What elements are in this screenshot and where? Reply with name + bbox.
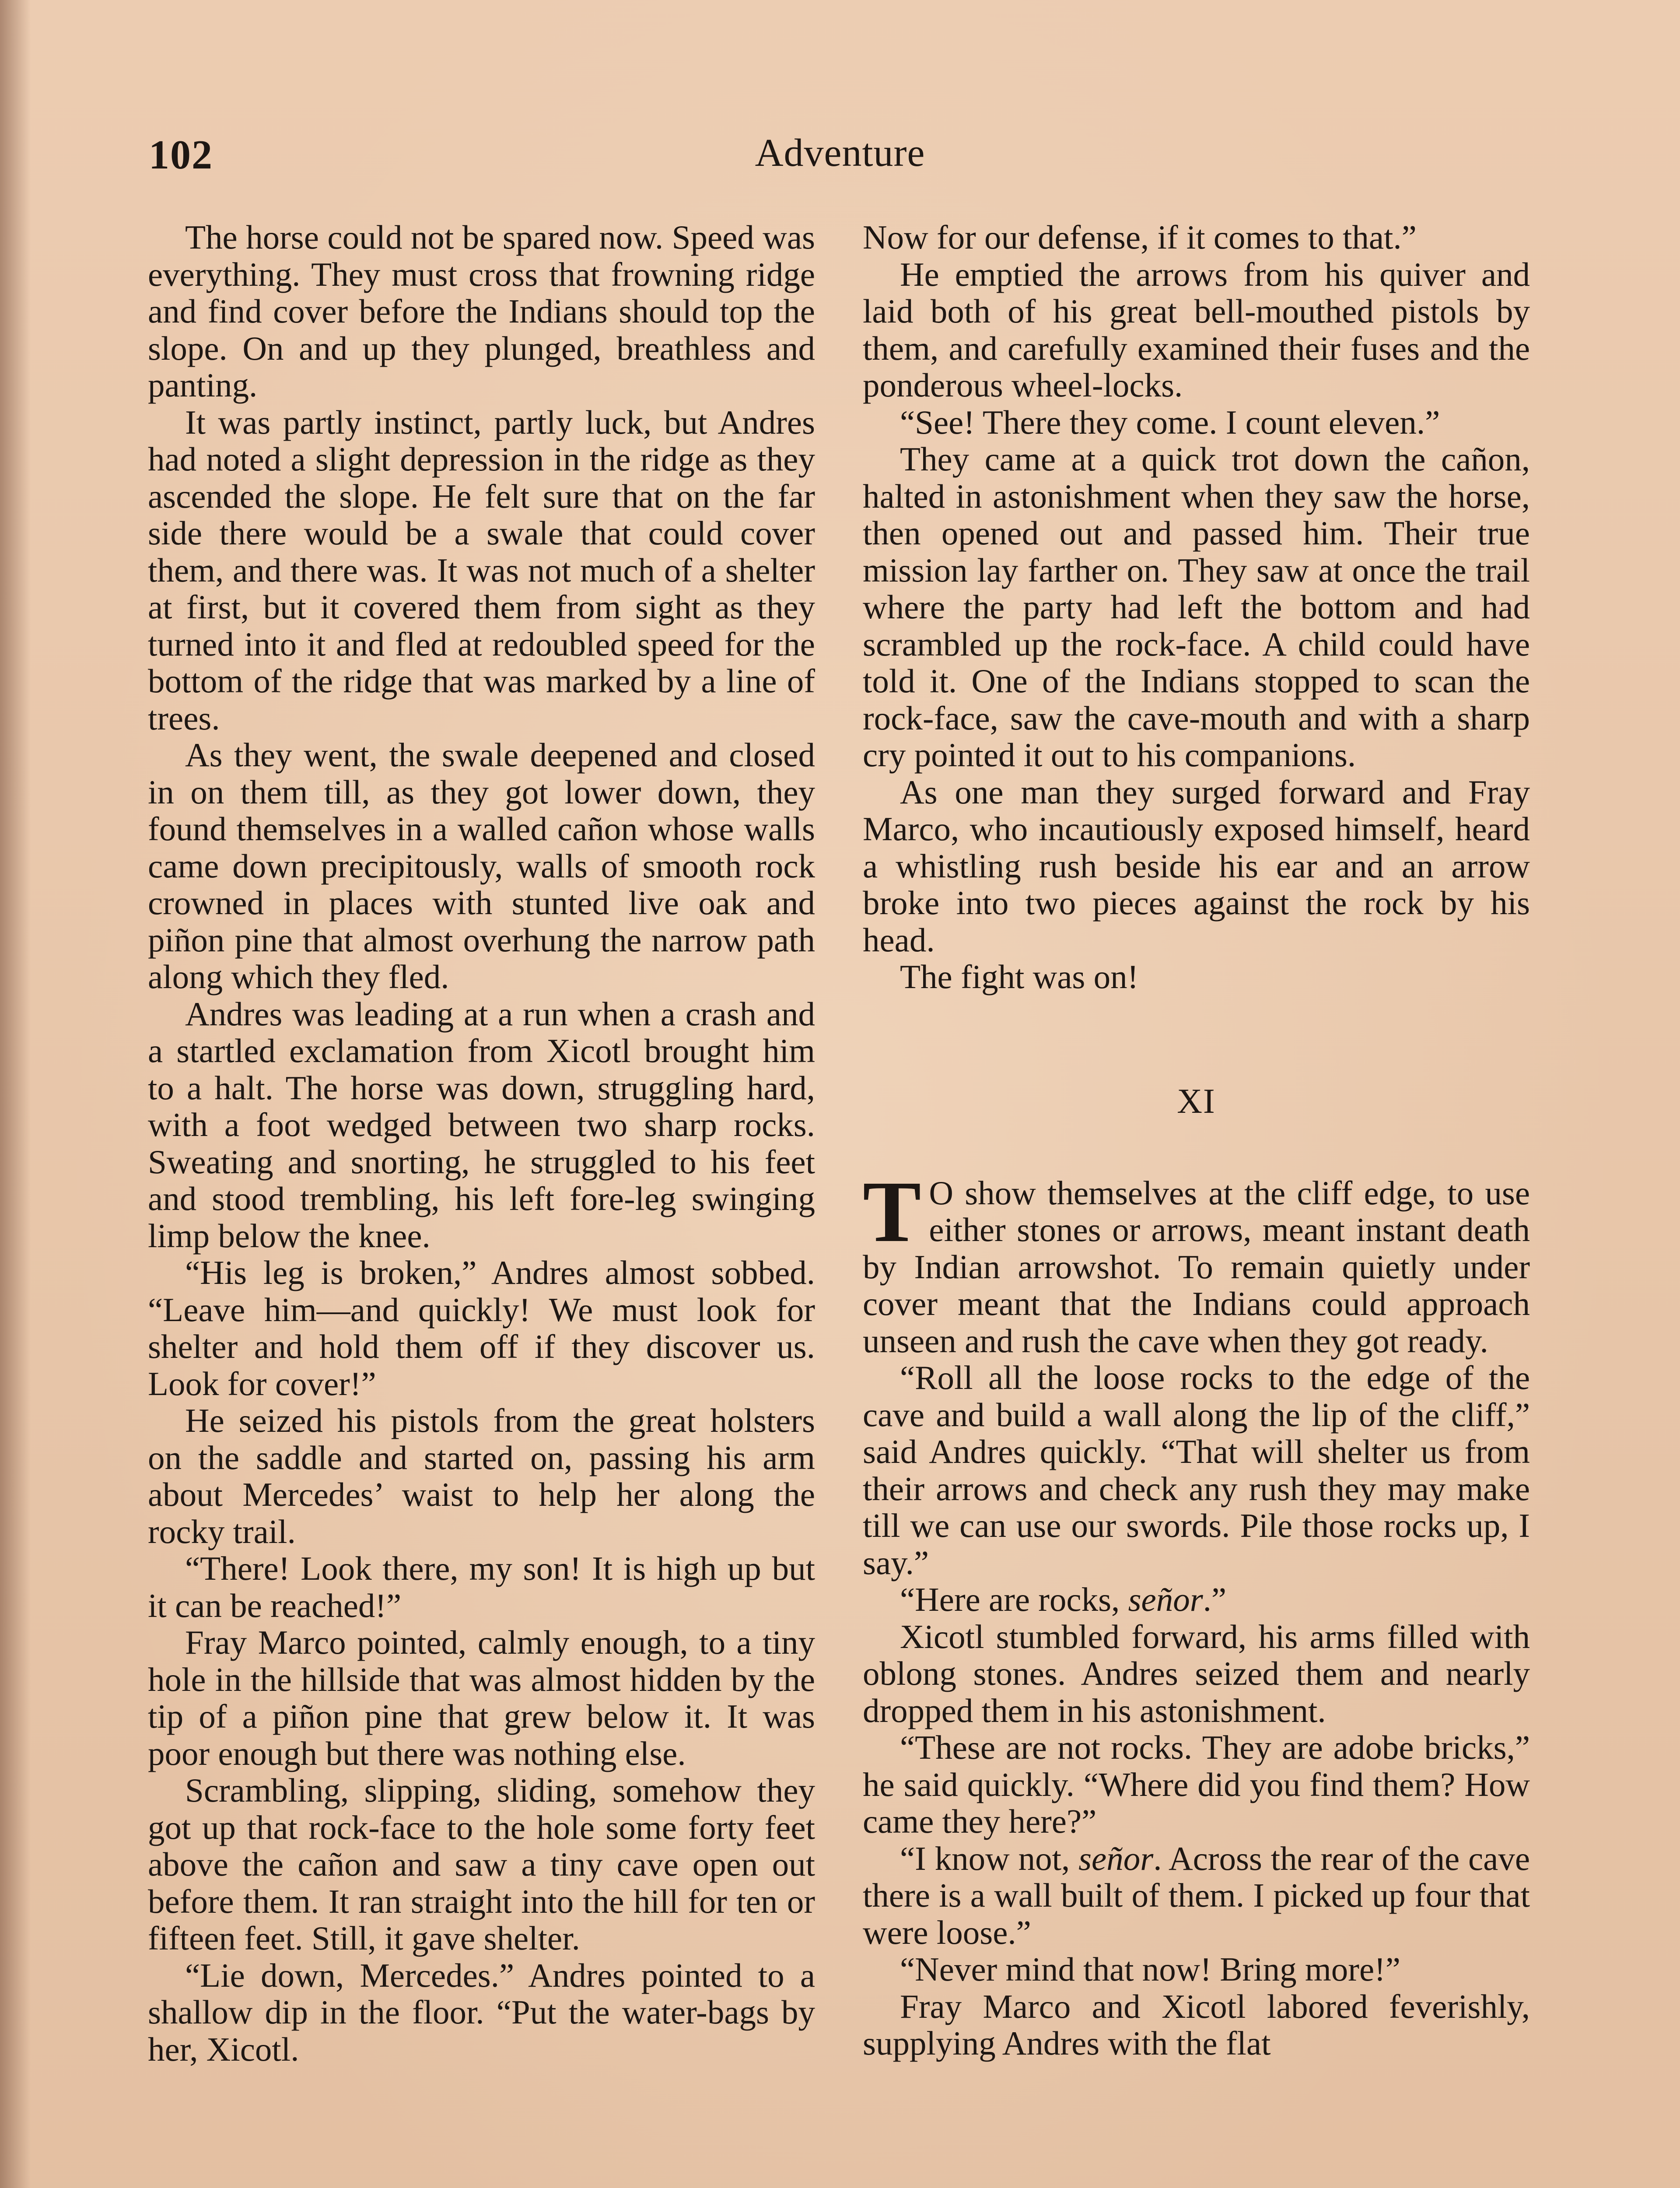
paragraph: As one man they surged forward and Fray Marco, who incautiously exposed himself, heard a whistling rush beside his ear and an arrow broke into two pieces against the rock by his head. — [863, 773, 1530, 959]
paragraph: “Never mind that now! Bring more!” — [900, 1950, 1400, 1988]
paragraph: “His leg is broken,” Andres almost sobbed. “Leave him—and quickly! We must look for shelter and hold them off if they discover us. Look for cover!” — [148, 1254, 815, 1403]
chapter-heading: XI — [1177, 1082, 1216, 1121]
paragraph: Fray Marco and Xicotl labored feverishly, supplying Andres with the flat — [863, 1987, 1530, 2062]
paragraph: Andres was leading at a run when a crash and a startled exclamation from Xicotl brought him to a halt. The horse was down, struggling hard, with a foot wedged between two sharp rocks. Sweating and snorting, he struggled to his feet and stood trembling, his left fore-leg swinging limp below the knee. — [148, 995, 815, 1255]
paragraph: Xicotl stumbled forward, his arms filled with oblong stones. Andres seized them and nearly dropped them in his astonishment. — [863, 1617, 1530, 1729]
paragraph: The horse could not be spared now. Speed was everything. They must cross that frowning ridge and find cover before the Indians should top the slope. On and up they plunged, breathless and panting. — [148, 218, 815, 404]
page-number: 102 — [149, 132, 213, 178]
paragraph: It was partly instinct, partly luck, but Andres had noted a slight depression in the ridge as they ascended the slope. He felt sure that on the far side there would be a swale that could cover them, and there was. It was not much of a shelter at first, but it covered them from sight as they turned into it and fled at redoubled speed for the bottom of the ridge that was marked by a line of trees. — [148, 403, 815, 737]
paragraph: Fray Marco pointed, calmly enough, to a tiny hole in the hillside that was almost hidden by the tip of a piñon pine that grew below it. It was poor enough but there was nothing else. — [148, 1623, 815, 1772]
paragraph: “See! There they come. I count eleven.” — [900, 403, 1440, 441]
running-head: Adventure — [755, 131, 925, 175]
left-column — [148, 219, 815, 2068]
paragraph: He emptied the arrows from his quiver and laid both of his great bell-mouthed pistols by them, and carefully examined their fuses and the ponderous wheel-locks. — [863, 255, 1530, 404]
opening-text: O show themselves at the cliff edge, to use either stones or arrows, meant instant death by Indian arrowshot. To remain quietly under cover meant that the Indians could approach unseen and rush the cave when they got ready. — [863, 1174, 1530, 1360]
paragraph: “Lie down, Mercedes.” Andres pointed to a shallow dip in the floor. “Put the water-bags by her, Xicotl. — [148, 1956, 815, 2068]
right-column — [863, 219, 1530, 2062]
paragraph: “I know not, señor. Across the rear of the cave there is a wall built of them. I picked up four that were loose.” — [863, 1839, 1530, 1951]
paragraph: “There! Look there, my son! It is high up but it can be reached!” — [148, 1550, 815, 1624]
paragraph: Scrambling, slipping, sliding, somehow they got up that rock-face to the hole some forty feet above the cañon and saw a tiny cave open out before them. It ran straight into the hill for ten or fifteen feet. Still, it gave shelter. — [148, 1771, 815, 1957]
paragraph: The fight was on! — [900, 958, 1139, 996]
continued-paragraph: Now for our defense, if it comes to that.” — [863, 218, 1417, 256]
drop-cap: T — [863, 1163, 921, 1260]
paragraph: “Here are rocks, señor.” — [900, 1581, 1227, 1618]
paragraph: He seized his pistols from the great holsters on the saddle and started on, passing his arm about Mercedes’ waist to help her along the rocky trail. — [148, 1402, 815, 1550]
section-opening-paragraph — [863, 1163, 1530, 1360]
italic-word: señor — [1128, 1581, 1203, 1618]
paragraph: “These are not rocks. They are adobe bricks,” he said quickly. “Where did you find them? How came they here?” — [863, 1729, 1530, 1840]
italic-word: señor — [1078, 1839, 1154, 1877]
paragraph: “Roll all the loose rocks to the edge of the cave and build a wall along the lip of the cliff,” said Andres quickly. “That will shelter us from their arrows and check any rush they may make till we can use our swords. Pile those rocks up, I say.” — [863, 1359, 1530, 1581]
paragraph: They came at a quick trot down the cañon, halted in astonishment when they saw the horse, then opened out and passed him. Their true mission lay farther on. They saw at once the trail where the party had left the bottom and had scrambled up the rock-face. A child could have told it. One of the Indians stopped to scan the rock-face, saw the cave-mouth and with a sharp cry pointed it out to his companions. — [863, 440, 1530, 774]
paragraph: As they went, the swale deepened and closed in on them till, as they got lower down, they found themselves in a walled cañon whose walls came down precipitously, walls of smooth rock crowned in places with stunted live oak and piñon pine that almost overhung the narrow path along which they fled. — [148, 736, 815, 996]
